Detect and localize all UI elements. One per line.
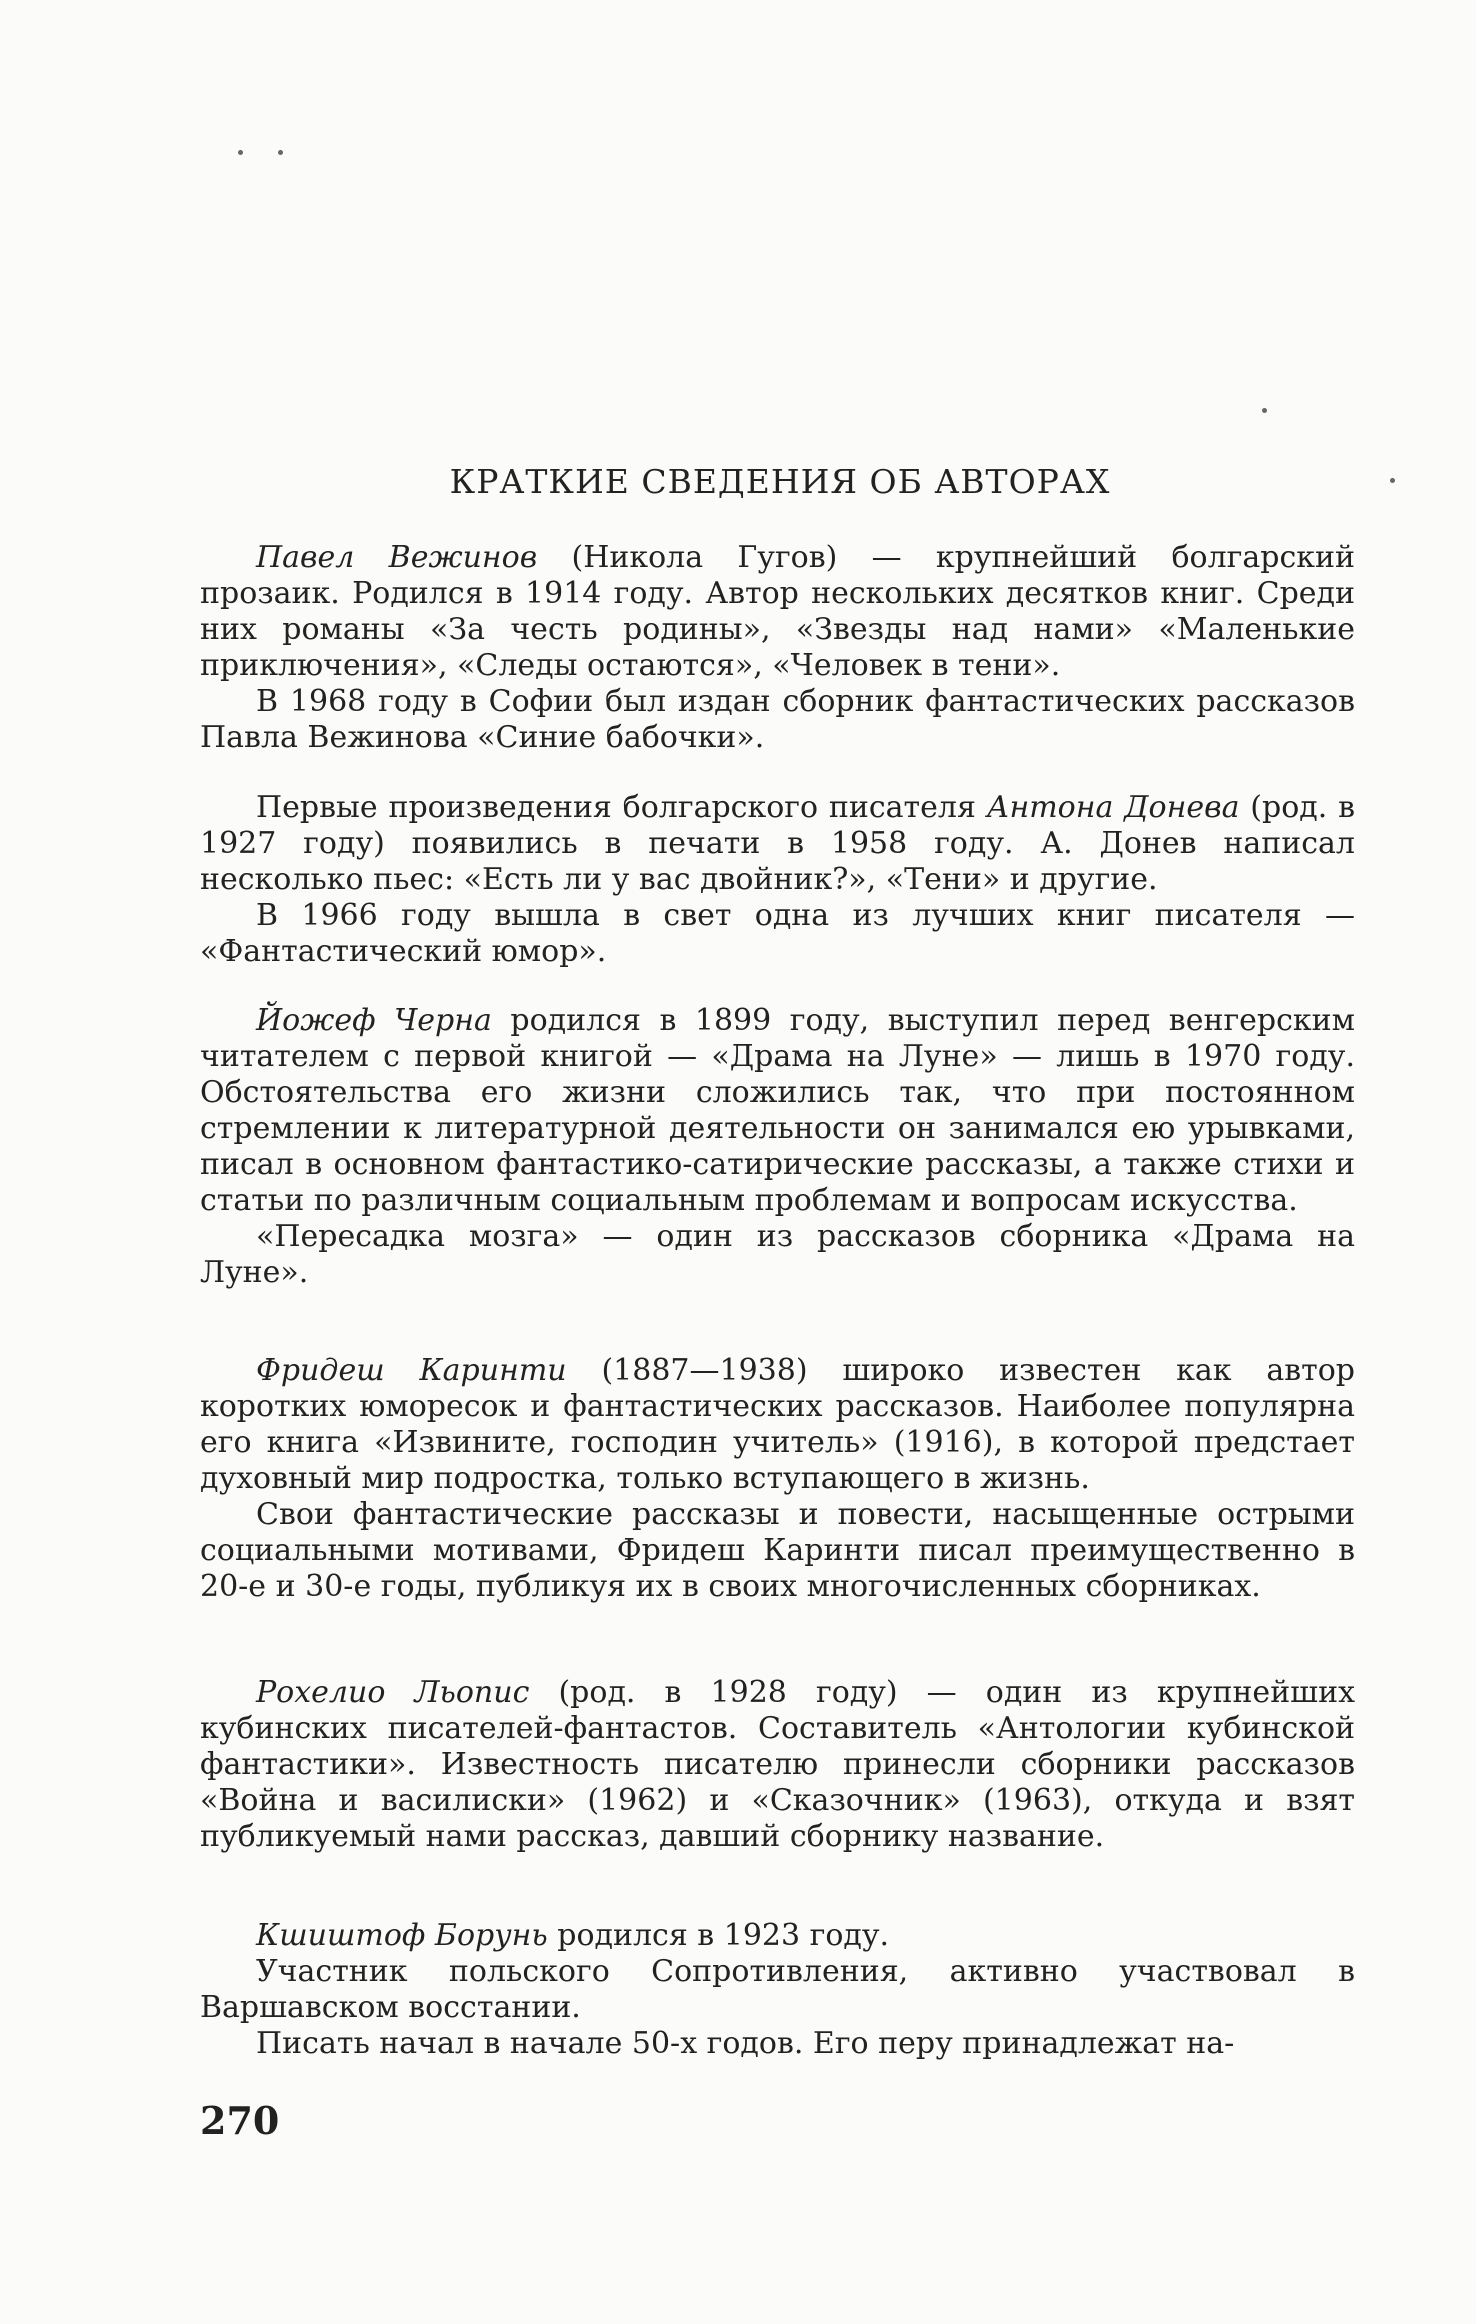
- entry-paragraph: [200, 898, 1355, 970]
- author-name: Рохелио Льопис: [256, 1675, 530, 1710]
- entry-text: (Никола Гугов) — крупнейший болгарский прозаик. Родился в 1914 году. Автор нескольких десятков книг. Среди них романы «За честь родины», «Звезды над нами» «Маленькие приключения», «Следы остаются», «Человек в тени».: [200, 540, 1355, 683]
- entry-text: (род. в 1927 году) появились в печати в 1958 году. А. Донев написал несколько пьес: «Есть ли у вас двойник?», «Тени» и другие.: [200, 790, 1355, 897]
- entry-text: Свои фантастические рассказы и повести, насыщенные острыми социальными мотивами, Фридеш Каринти писал преимущественно в 20-е и 30-е годы, публикуя их в своих многочисленных сборниках.: [200, 1497, 1355, 1604]
- author-entry-donev: [200, 790, 1355, 970]
- section-title: КРАТКИЕ СВЕДЕНИЯ ОБ АВТОРАХ: [449, 462, 1111, 501]
- entry-paragraph: [200, 1219, 1355, 1291]
- entry-text: родился в 1899 году, выступил перед венгерским читателем с первой книгой — «Драма на Луне» — лишь в 1970 году. Обстоятельства его жизни сложились так, что при постоянном стремлении к литературной деятельности он занимался ею урывками, писал в основном фантастико-сатирические рассказы, а также стихи и статьи по различным социальным проблемам и вопросам искусства.: [200, 1003, 1356, 1218]
- entry-paragraph: [200, 1353, 1355, 1497]
- author-entry-lopis: [200, 1675, 1355, 1855]
- author-name: Йожеф Черна: [256, 1003, 492, 1038]
- author-entry-borun: [200, 1918, 1355, 2062]
- author-name: Фридеш Каринти: [256, 1353, 567, 1388]
- entry-text: (род. в 1928 году) — один из крупнейших кубинских писателей-фантастов. Составитель «Антологии кубинской фантастики». Известность писателю принесли сборники рассказов «Война и василиски» (1962) и «Сказочник» (1963), откуда и взят публикуемый нами рассказ, давший сборнику название.: [200, 1675, 1355, 1854]
- entry-paragraph: [200, 1918, 1355, 1954]
- author-name: Павел Вежинов: [256, 540, 538, 575]
- speck: [238, 150, 243, 155]
- speck: [278, 150, 283, 155]
- entry-paragraph: [200, 1003, 1355, 1219]
- entry-paragraph: [200, 1954, 1355, 2026]
- entry-text: Первые произведения болгарского писателя: [256, 790, 987, 825]
- entry-text: В 1966 году вышла в свет одна из лучших книг писателя — «Фантастический юмор».: [200, 898, 1355, 969]
- entry-paragraph: [200, 684, 1355, 756]
- entry-paragraph: [200, 2026, 1355, 2062]
- author-name: Кшиштоф Борунь: [256, 1918, 548, 1953]
- speck: [1262, 408, 1267, 413]
- author-entry-vezhinov: [200, 540, 1355, 756]
- entry-paragraph: [200, 1497, 1355, 1605]
- entry-text: В 1968 году в Софии был издан сборник фантастических рассказов Павла Вежинова «Синие бабочки».: [200, 684, 1355, 755]
- entry-text: Писать начал в начале 50-х годов. Его перу принадлежат на-: [256, 2026, 1235, 2061]
- entry-text: родился в 1923 году.: [547, 1918, 890, 1953]
- speck: [1390, 478, 1395, 483]
- entry-paragraph: [200, 1675, 1355, 1855]
- entry-text: Участник польского Сопротивления, активно участвовал в Варшавском восстании.: [200, 1954, 1355, 2025]
- entry-paragraph: [200, 790, 1355, 898]
- entry-paragraph: [200, 540, 1355, 684]
- entry-text: (1887—1938) широко известен как автор коротких юморесок и фантастических рассказов. Наиболее популярна его книга «Извините, господин учитель» (1916), в которой предстает духовный мир подростка, только вступающего в жизнь.: [200, 1353, 1355, 1496]
- author-entry-cherna: [200, 1003, 1355, 1291]
- author-entry-karinti: [200, 1353, 1355, 1605]
- author-name: Антона Донева: [986, 790, 1240, 825]
- page-number: 270: [200, 2098, 280, 2143]
- entry-text: «Пересадка мозга» — один из рассказов сборника «Драма на Луне».: [200, 1219, 1355, 1290]
